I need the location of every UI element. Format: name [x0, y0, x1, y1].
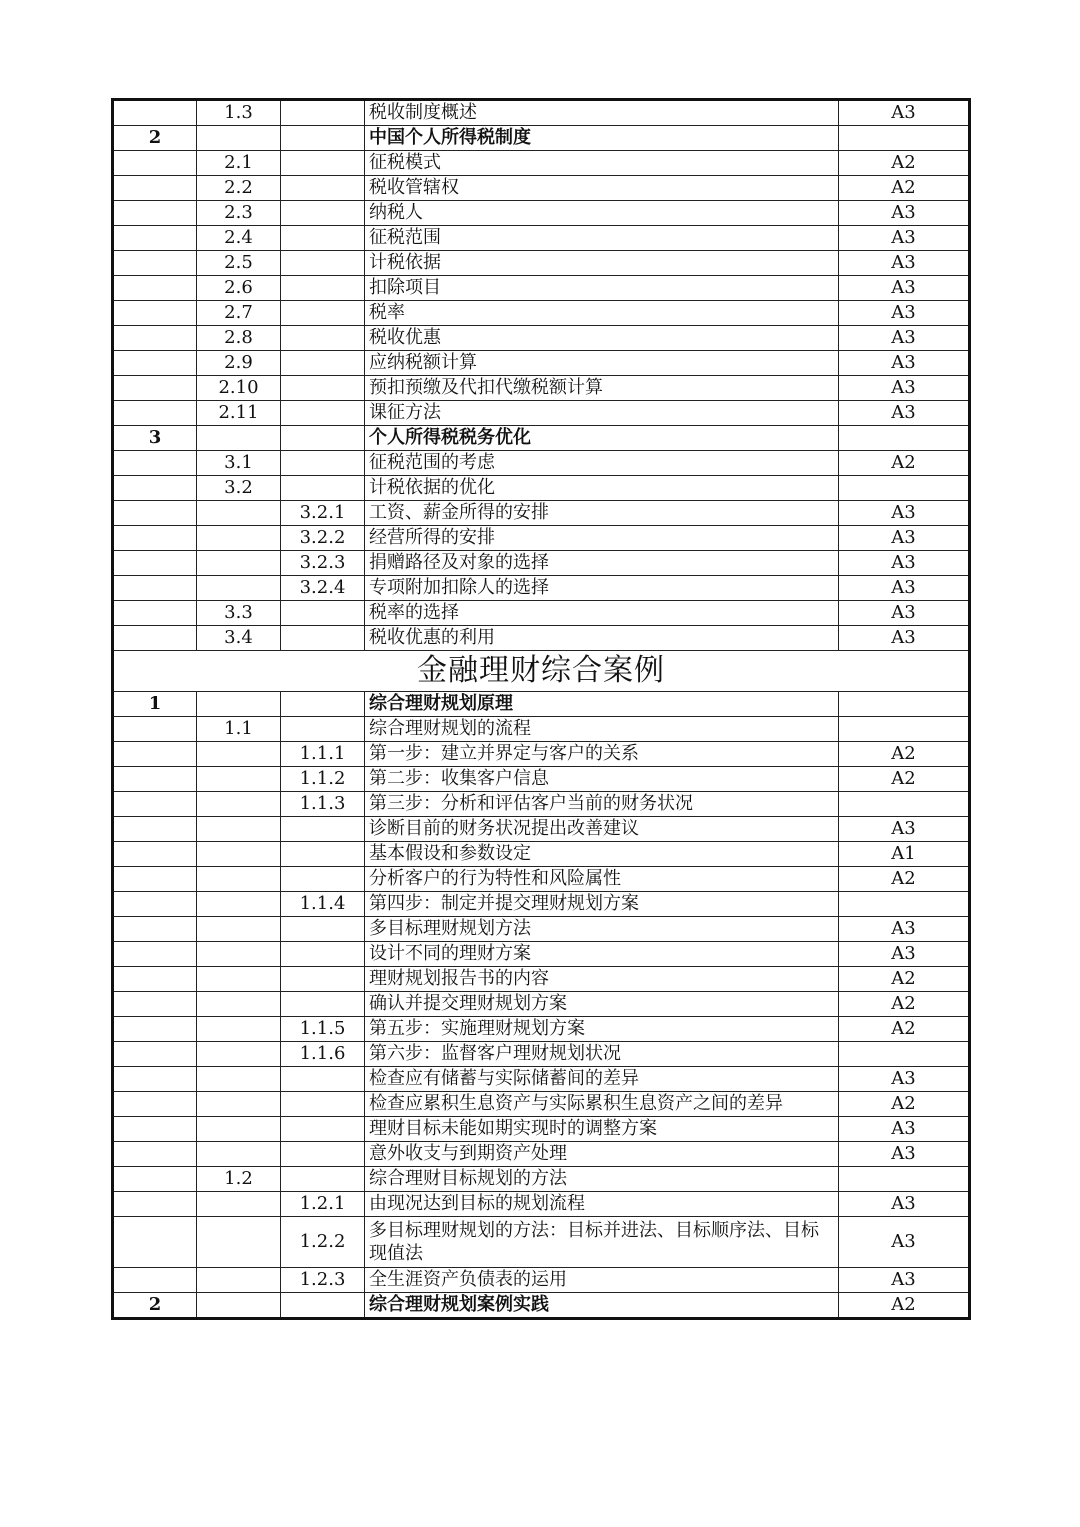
section-number-cell	[197, 1268, 281, 1293]
section-number-cell	[197, 692, 281, 717]
table-row	[113, 942, 970, 967]
topic-title-cell: 扣除项目	[365, 276, 839, 301]
table-body-tax-section	[113, 100, 970, 651]
topic-title-cell: 综合理财目标规划的方法	[365, 1167, 839, 1192]
table-row	[113, 276, 970, 301]
section-number-cell	[197, 917, 281, 942]
level-cell: A2	[839, 1092, 970, 1117]
subsection-number-cell	[281, 401, 365, 426]
chapter-number-cell	[113, 576, 197, 601]
section-number-cell: 1.1	[197, 717, 281, 742]
subsection-number-cell: 1.1.1	[281, 742, 365, 767]
level-cell: A3	[839, 1192, 970, 1217]
chapter-number-cell	[113, 351, 197, 376]
table-row	[113, 226, 970, 251]
level-cell: A3	[839, 1217, 970, 1268]
section-heading-row	[113, 651, 970, 692]
topic-title-cell: 第三步：分析和评估客户当前的财务状况	[365, 792, 839, 817]
level-cell: A3	[839, 326, 970, 351]
chapter-number-cell	[113, 100, 197, 126]
section-number-cell	[197, 1067, 281, 1092]
section-number-cell	[197, 126, 281, 151]
section-number-cell	[197, 1142, 281, 1167]
subsection-number-cell: 1.1.5	[281, 1017, 365, 1042]
section-number-cell: 2.4	[197, 226, 281, 251]
subsection-number-cell: 1.1.4	[281, 892, 365, 917]
level-cell: A3	[839, 276, 970, 301]
topic-title-cell: 意外收支与到期资产处理	[365, 1142, 839, 1167]
chapter-number-cell	[113, 1067, 197, 1092]
level-cell	[839, 126, 970, 151]
table-row	[113, 426, 970, 451]
topic-title-cell: 综合理财规划案例实践	[365, 1293, 839, 1319]
section-number-cell	[197, 792, 281, 817]
section-number-cell	[197, 992, 281, 1017]
section-number-cell	[197, 1117, 281, 1142]
section-number-cell	[197, 817, 281, 842]
table-row	[113, 1167, 970, 1192]
topic-title-cell: 诊断目前的财务状况提出改善建议	[365, 817, 839, 842]
level-cell	[839, 476, 970, 501]
subsection-number-cell	[281, 201, 365, 226]
subsection-number-cell	[281, 301, 365, 326]
topic-title-cell: 计税依据的优化	[365, 476, 839, 501]
topic-title-cell: 第六步：监督客户理财规划状况	[365, 1042, 839, 1067]
subsection-number-cell: 3.2.4	[281, 576, 365, 601]
chapter-number-cell	[113, 1192, 197, 1217]
section-heading-row-group	[113, 651, 970, 692]
subsection-number-cell	[281, 1092, 365, 1117]
topic-title-cell: 税收管辖权	[365, 176, 839, 201]
level-cell: A2	[839, 151, 970, 176]
section-number-cell: 2.5	[197, 251, 281, 276]
topic-title-cell: 检查应累积生息资产与实际累积生息资产之间的差异	[365, 1092, 839, 1117]
table-row	[113, 1192, 970, 1217]
section-number-cell: 3.2	[197, 476, 281, 501]
topic-title-cell: 税收优惠	[365, 326, 839, 351]
table-row	[113, 967, 970, 992]
level-cell: A3	[839, 501, 970, 526]
chapter-number-cell	[113, 1167, 197, 1192]
section-number-cell: 1.2	[197, 1167, 281, 1192]
subsection-number-cell: 1.2.1	[281, 1192, 365, 1217]
chapter-number-cell	[113, 451, 197, 476]
table-row	[113, 576, 970, 601]
chapter-number-cell	[113, 792, 197, 817]
topic-title-cell: 征税模式	[365, 151, 839, 176]
section-number-cell	[197, 501, 281, 526]
table-row	[113, 992, 970, 1017]
topic-title-cell: 捐赠路径及对象的选择	[365, 551, 839, 576]
topic-title-cell: 基本假设和参数设定	[365, 842, 839, 867]
subsection-number-cell	[281, 717, 365, 742]
section-number-cell	[197, 942, 281, 967]
table-row	[113, 917, 970, 942]
topic-title-cell: 理财规划报告书的内容	[365, 967, 839, 992]
subsection-number-cell	[281, 476, 365, 501]
section-number-cell: 2.3	[197, 201, 281, 226]
table-row	[113, 451, 970, 476]
table-row	[113, 1293, 970, 1319]
level-cell: A3	[839, 551, 970, 576]
table-row	[113, 351, 970, 376]
table-row	[113, 301, 970, 326]
topic-title-cell: 由现况达到目标的规划流程	[365, 1192, 839, 1217]
table-row	[113, 717, 970, 742]
level-cell: A2	[839, 451, 970, 476]
subsection-number-cell: 3.2.3	[281, 551, 365, 576]
section-number-cell	[197, 1092, 281, 1117]
level-cell: A3	[839, 376, 970, 401]
chapter-number-cell	[113, 992, 197, 1017]
table-row	[113, 1117, 970, 1142]
syllabus-table	[111, 98, 971, 1320]
section-number-cell: 2.8	[197, 326, 281, 351]
level-cell: A2	[839, 967, 970, 992]
subsection-number-cell	[281, 100, 365, 126]
table-row	[113, 126, 970, 151]
table-row	[113, 1067, 970, 1092]
table-row	[113, 251, 970, 276]
table-row	[113, 817, 970, 842]
chapter-number-cell: 2	[113, 126, 197, 151]
level-cell: A3	[839, 1142, 970, 1167]
subsection-number-cell	[281, 376, 365, 401]
table-row	[113, 526, 970, 551]
table-row	[113, 742, 970, 767]
table-row	[113, 201, 970, 226]
subsection-number-cell	[281, 1142, 365, 1167]
table-row	[113, 1268, 970, 1293]
level-cell: A3	[839, 401, 970, 426]
level-cell: A1	[839, 842, 970, 867]
chapter-number-cell	[113, 1217, 197, 1268]
section-number-cell: 3.3	[197, 601, 281, 626]
chapter-number-cell	[113, 276, 197, 301]
table-row	[113, 326, 970, 351]
level-cell: A3	[839, 1268, 970, 1293]
chapter-number-cell	[113, 151, 197, 176]
section-heading: 金融理财综合案例	[113, 651, 970, 692]
subsection-number-cell	[281, 942, 365, 967]
section-number-cell: 2.9	[197, 351, 281, 376]
section-number-cell	[197, 551, 281, 576]
subsection-number-cell	[281, 917, 365, 942]
table-row	[113, 501, 970, 526]
section-number-cell: 2.6	[197, 276, 281, 301]
topic-title-cell: 分析客户的行为特性和风险属性	[365, 867, 839, 892]
chapter-number-cell	[113, 1017, 197, 1042]
subsection-number-cell	[281, 351, 365, 376]
level-cell: A2	[839, 1017, 970, 1042]
section-number-cell	[197, 867, 281, 892]
section-number-cell	[197, 892, 281, 917]
section-number-cell: 3.1	[197, 451, 281, 476]
chapter-number-cell	[113, 917, 197, 942]
table-row	[113, 401, 970, 426]
topic-title-cell: 理财目标未能如期实现时的调整方案	[365, 1117, 839, 1142]
subsection-number-cell	[281, 176, 365, 201]
level-cell: A2	[839, 1293, 970, 1319]
level-cell: A3	[839, 1067, 970, 1092]
level-cell: A3	[839, 201, 970, 226]
level-cell: A3	[839, 626, 970, 651]
topic-title-cell: 计税依据	[365, 251, 839, 276]
subsection-number-cell	[281, 1167, 365, 1192]
table-row	[113, 1017, 970, 1042]
chapter-number-cell	[113, 1042, 197, 1067]
section-number-cell	[197, 967, 281, 992]
table-row	[113, 176, 970, 201]
chapter-number-cell	[113, 501, 197, 526]
topic-title-cell: 工资、薪金所得的安排	[365, 501, 839, 526]
table-row	[113, 551, 970, 576]
subsection-number-cell: 3.2.2	[281, 526, 365, 551]
subsection-number-cell: 1.1.2	[281, 767, 365, 792]
chapter-number-cell: 1	[113, 692, 197, 717]
table-row	[113, 100, 970, 126]
section-number-cell: 2.11	[197, 401, 281, 426]
table-row	[113, 601, 970, 626]
section-number-cell	[197, 576, 281, 601]
subsection-number-cell	[281, 326, 365, 351]
level-cell: A2	[839, 742, 970, 767]
subsection-number-cell	[281, 151, 365, 176]
section-number-cell: 2.7	[197, 301, 281, 326]
subsection-number-cell	[281, 967, 365, 992]
chapter-number-cell	[113, 1117, 197, 1142]
subsection-number-cell	[281, 1067, 365, 1092]
chapter-number-cell	[113, 767, 197, 792]
chapter-number-cell	[113, 817, 197, 842]
subsection-number-cell: 3.2.1	[281, 501, 365, 526]
topic-title-cell: 个人所得税税务优化	[365, 426, 839, 451]
chapter-number-cell: 2	[113, 1293, 197, 1319]
level-cell: A2	[839, 867, 970, 892]
subsection-number-cell	[281, 126, 365, 151]
level-cell: A3	[839, 601, 970, 626]
level-cell: A3	[839, 100, 970, 126]
table-row	[113, 1142, 970, 1167]
topic-title-cell: 中国个人所得税制度	[365, 126, 839, 151]
level-cell	[839, 717, 970, 742]
subsection-number-cell	[281, 842, 365, 867]
level-cell: A3	[839, 526, 970, 551]
chapter-number-cell	[113, 842, 197, 867]
section-number-cell: 2.1	[197, 151, 281, 176]
level-cell	[839, 792, 970, 817]
subsection-number-cell	[281, 692, 365, 717]
level-cell	[839, 692, 970, 717]
level-cell: A3	[839, 251, 970, 276]
topic-title-cell: 税率的选择	[365, 601, 839, 626]
chapter-number-cell	[113, 251, 197, 276]
table-body-financial-planning-section	[113, 692, 970, 1319]
section-number-cell	[197, 1217, 281, 1268]
subsection-number-cell	[281, 626, 365, 651]
chapter-number-cell	[113, 867, 197, 892]
level-cell: A3	[839, 576, 970, 601]
subsection-number-cell	[281, 451, 365, 476]
section-number-cell	[197, 1192, 281, 1217]
topic-title-cell: 综合理财规划的流程	[365, 717, 839, 742]
topic-title-cell: 综合理财规划原理	[365, 692, 839, 717]
subsection-number-cell	[281, 867, 365, 892]
chapter-number-cell	[113, 717, 197, 742]
subsection-number-cell	[281, 601, 365, 626]
subsection-number-cell: 1.2.2	[281, 1217, 365, 1268]
subsection-number-cell: 1.2.3	[281, 1268, 365, 1293]
subsection-number-cell	[281, 226, 365, 251]
table-row	[113, 842, 970, 867]
level-cell	[839, 1042, 970, 1067]
section-number-cell	[197, 842, 281, 867]
topic-title-cell: 经营所得的安排	[365, 526, 839, 551]
chapter-number-cell	[113, 601, 197, 626]
chapter-number-cell	[113, 301, 197, 326]
section-number-cell	[197, 1017, 281, 1042]
section-number-cell	[197, 1293, 281, 1319]
section-number-cell: 2.2	[197, 176, 281, 201]
table-row	[113, 692, 970, 717]
table-row	[113, 1042, 970, 1067]
section-number-cell: 2.10	[197, 376, 281, 401]
topic-title-cell: 税收制度概述	[365, 100, 839, 126]
chapter-number-cell	[113, 176, 197, 201]
table-row	[113, 767, 970, 792]
subsection-number-cell	[281, 1117, 365, 1142]
topic-title-cell: 课征方法	[365, 401, 839, 426]
topic-title-cell: 专项附加扣除人的选择	[365, 576, 839, 601]
topic-title-cell: 确认并提交理财规划方案	[365, 992, 839, 1017]
level-cell: A3	[839, 351, 970, 376]
table-row	[113, 476, 970, 501]
section-number-cell: 3.4	[197, 626, 281, 651]
chapter-number-cell	[113, 226, 197, 251]
level-cell: A3	[839, 942, 970, 967]
level-cell: A2	[839, 767, 970, 792]
section-number-cell: 1.3	[197, 100, 281, 126]
table-row	[113, 792, 970, 817]
chapter-number-cell	[113, 1142, 197, 1167]
level-cell: A2	[839, 992, 970, 1017]
subsection-number-cell	[281, 276, 365, 301]
level-cell: A3	[839, 301, 970, 326]
section-number-cell	[197, 742, 281, 767]
subsection-number-cell	[281, 992, 365, 1017]
chapter-number-cell	[113, 376, 197, 401]
chapter-number-cell	[113, 476, 197, 501]
section-number-cell	[197, 426, 281, 451]
table-row	[113, 626, 970, 651]
level-cell: A3	[839, 917, 970, 942]
topic-title-cell: 应纳税额计算	[365, 351, 839, 376]
topic-title-cell: 预扣预缴及代扣代缴税额计算	[365, 376, 839, 401]
topic-title-cell: 第一步：建立并界定与客户的关系	[365, 742, 839, 767]
topic-title-cell: 第五步：实施理财规划方案	[365, 1017, 839, 1042]
subsection-number-cell	[281, 251, 365, 276]
subsection-number-cell	[281, 426, 365, 451]
level-cell	[839, 426, 970, 451]
topic-title-cell: 多目标理财规划方法	[365, 917, 839, 942]
subsection-number-cell: 1.1.3	[281, 792, 365, 817]
topic-title-cell: 全生涯资产负债表的运用	[365, 1268, 839, 1293]
topic-title-cell: 纳税人	[365, 201, 839, 226]
chapter-number-cell	[113, 1268, 197, 1293]
chapter-number-cell	[113, 526, 197, 551]
topic-title-cell: 设计不同的理财方案	[365, 942, 839, 967]
section-number-cell	[197, 767, 281, 792]
topic-title-cell: 第二步：收集客户信息	[365, 767, 839, 792]
level-cell	[839, 892, 970, 917]
chapter-number-cell	[113, 892, 197, 917]
chapter-number-cell	[113, 326, 197, 351]
chapter-number-cell	[113, 942, 197, 967]
section-number-cell	[197, 1042, 281, 1067]
topic-title-cell: 税率	[365, 301, 839, 326]
subsection-number-cell: 1.1.6	[281, 1042, 365, 1067]
topic-title-cell: 税收优惠的利用	[365, 626, 839, 651]
subsection-number-cell	[281, 1293, 365, 1319]
level-cell: A3	[839, 1117, 970, 1142]
table-row	[113, 892, 970, 917]
chapter-number-cell	[113, 967, 197, 992]
level-cell: A3	[839, 817, 970, 842]
chapter-number-cell	[113, 742, 197, 767]
chapter-number-cell	[113, 1092, 197, 1117]
table-row	[113, 1092, 970, 1117]
topic-title-cell: 多目标理财规划的方法：目标并进法、目标顺序法、目标现值法	[365, 1217, 839, 1268]
section-number-cell	[197, 526, 281, 551]
topic-title-cell: 第四步：制定并提交理财规划方案	[365, 892, 839, 917]
chapter-number-cell	[113, 626, 197, 651]
table-row	[113, 1217, 970, 1268]
level-cell: A2	[839, 176, 970, 201]
chapter-number-cell: 3	[113, 426, 197, 451]
subsection-number-cell	[281, 817, 365, 842]
chapter-number-cell	[113, 551, 197, 576]
table-row	[113, 151, 970, 176]
level-cell	[839, 1167, 970, 1192]
chapter-number-cell	[113, 401, 197, 426]
table-row	[113, 867, 970, 892]
level-cell: A3	[839, 226, 970, 251]
chapter-number-cell	[113, 201, 197, 226]
topic-title-cell: 征税范围的考虑	[365, 451, 839, 476]
topic-title-cell: 检查应有储蓄与实际储蓄间的差异	[365, 1067, 839, 1092]
table-row	[113, 376, 970, 401]
topic-title-cell: 征税范围	[365, 226, 839, 251]
